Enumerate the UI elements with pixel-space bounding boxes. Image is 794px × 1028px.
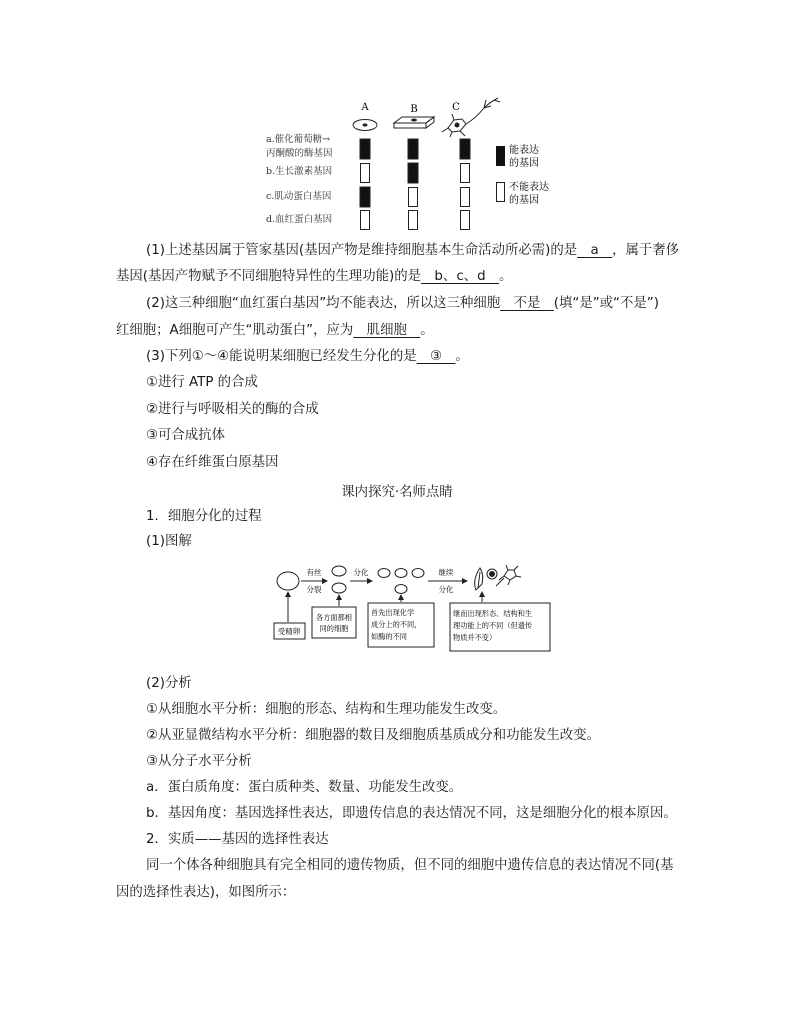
expr-box-b-a (408, 139, 418, 159)
gene-label-a-line2: 丙酮酸的酶基因 (266, 148, 333, 159)
box2-text-2: 同的细胞 (319, 624, 349, 633)
expr-box-a-c (360, 187, 370, 207)
two-cells-bottom (332, 583, 346, 593)
legend-not-express-line2: 的基因 (509, 195, 539, 206)
q1-answer2: b、c、d (421, 269, 499, 284)
legend-express-swatch (496, 146, 505, 166)
expression-boxes (360, 139, 470, 230)
arrow3-label-2: 分化 (438, 585, 454, 594)
q3-option-1: ①进行 ATP 的合成 (146, 375, 258, 390)
expr-box-c-b (461, 164, 470, 183)
box4-text-1: 继而出现形态、结构和生 (453, 609, 533, 618)
arrow2-label: 分化 (353, 568, 369, 577)
q2-answer2: 肌细胞 (353, 323, 421, 338)
zygote-circle (277, 572, 299, 590)
q1-answer1: a (577, 243, 613, 258)
s1-sub1: (1)图解 (146, 534, 192, 549)
legend-not-express-swatch (497, 183, 505, 202)
s1-sub2: (2)分析 (146, 676, 192, 691)
cell-label-a: A (361, 102, 369, 113)
two-cells-top (332, 566, 346, 576)
q1-line2: 基因(基因产物赋予不同细胞特异性的生理功能)的是 b、c、d 。 (116, 269, 513, 284)
s1-item-b: b．基因角度：基因选择性表达，即遗传信息的表达情况不同，这是细胞分化的根本原因。 (146, 806, 677, 821)
q3-line: (3)下列①～④能说明某细胞已经发生分化的是 ③ 。 (146, 349, 469, 364)
s1-item-a: a．蛋白质角度：蛋白质种类、数量、功能发生改变。 (146, 780, 463, 795)
box1-text: 受精卵 (277, 627, 301, 636)
s2-para-line1: 同一个体各种细胞具有完全相同的遗传物质，但不同的细胞中遗传信息的表达情况不同(基 (146, 858, 674, 873)
legend-express-line1: 能表达 (509, 145, 539, 156)
q2-line1: (2)这三种细胞“血红蛋白基因”均不能表达，所以这三种细胞 不是 (填“是”或“不是”) (146, 296, 659, 311)
box3-text-2: 成分上的不同， (371, 620, 422, 629)
legend-express-line2: 的基因 (509, 158, 539, 169)
expr-box-c-c (461, 188, 470, 207)
expr-box-a-a (360, 139, 370, 159)
expr-box-c-a (460, 139, 470, 159)
q3-option-2: ②进行与呼吸相关的酶的合成 (146, 402, 319, 417)
specialized-cells (475, 565, 521, 590)
expr-box-b-d (409, 211, 418, 230)
arrow1-label-1: 有丝 (306, 568, 322, 577)
arrow3-label-1: 继续 (438, 568, 454, 577)
box4-text-3: 物质并不变） (453, 633, 497, 642)
box2-text-1: 各方面都相 (316, 613, 352, 622)
expr-box-a-d (361, 211, 370, 230)
box3-text-1: 首先出现化学 (371, 608, 415, 617)
cell-label-b: B (410, 104, 418, 115)
gene-label-a-line1: a.催化葡萄糖→ (266, 134, 331, 145)
s2-para-line2: 因的选择性表达)，如图所示： (116, 885, 296, 900)
section-title: 课内探究·名师点睛 (341, 485, 453, 500)
expr-box-b-b (408, 163, 418, 183)
expr-box-c-d (461, 211, 470, 230)
box3-text-3: 如酶的不同 (371, 632, 407, 641)
expr-box-a-b (361, 164, 370, 183)
cell-b-shape (394, 117, 434, 128)
cell-label-c: C (452, 102, 460, 113)
gene-label-d: d.血红蛋白基因 (266, 214, 333, 225)
box4-text-2: 理功能上的不同（但遗传 (453, 621, 533, 630)
q2-line2: 红细胞；A细胞可产生“肌动蛋白”，应为 肌细胞 。 (116, 323, 434, 338)
q3-option-3: ③可合成抗体 (146, 428, 225, 443)
box-same-cells (312, 607, 356, 638)
gene-label-c: c.肌动蛋白基因 (266, 191, 332, 202)
arrow1-label-2: 分裂 (306, 585, 322, 594)
expr-box-b-c (409, 188, 418, 207)
q3-option-4: ④存在纤维蛋白原基因 (146, 455, 279, 470)
s1-item-2: ②从亚显微结构水平分析：细胞器的数目及细胞质基质成分和功能发生改变。 (146, 728, 600, 743)
s2-heading: 2．实质——基因的选择性表达 (146, 832, 329, 847)
q1-line1: (1)上述基因属于管家基因(基因产物是维持细胞基本生命活动所必需)的是 a ，属于奢侈 (146, 243, 680, 258)
cell-c-shape (442, 98, 500, 137)
gene-label-b: b.生长激素基因 (266, 166, 333, 177)
s1-heading: 1．细胞分化的过程 (146, 509, 262, 524)
gene-expression-figure (262, 96, 562, 230)
q3-answer: ③ (416, 349, 456, 364)
q2-answer1: 不是 (500, 296, 554, 311)
differentiation-flow-figure (272, 562, 554, 654)
s1-item-1: ①从细胞水平分析：细胞的形态、结构和生理功能发生改变。 (146, 702, 507, 717)
legend-not-express-line1: 不能表达 (509, 182, 549, 193)
s1-item-3: ③从分子水平分析 (146, 754, 252, 769)
